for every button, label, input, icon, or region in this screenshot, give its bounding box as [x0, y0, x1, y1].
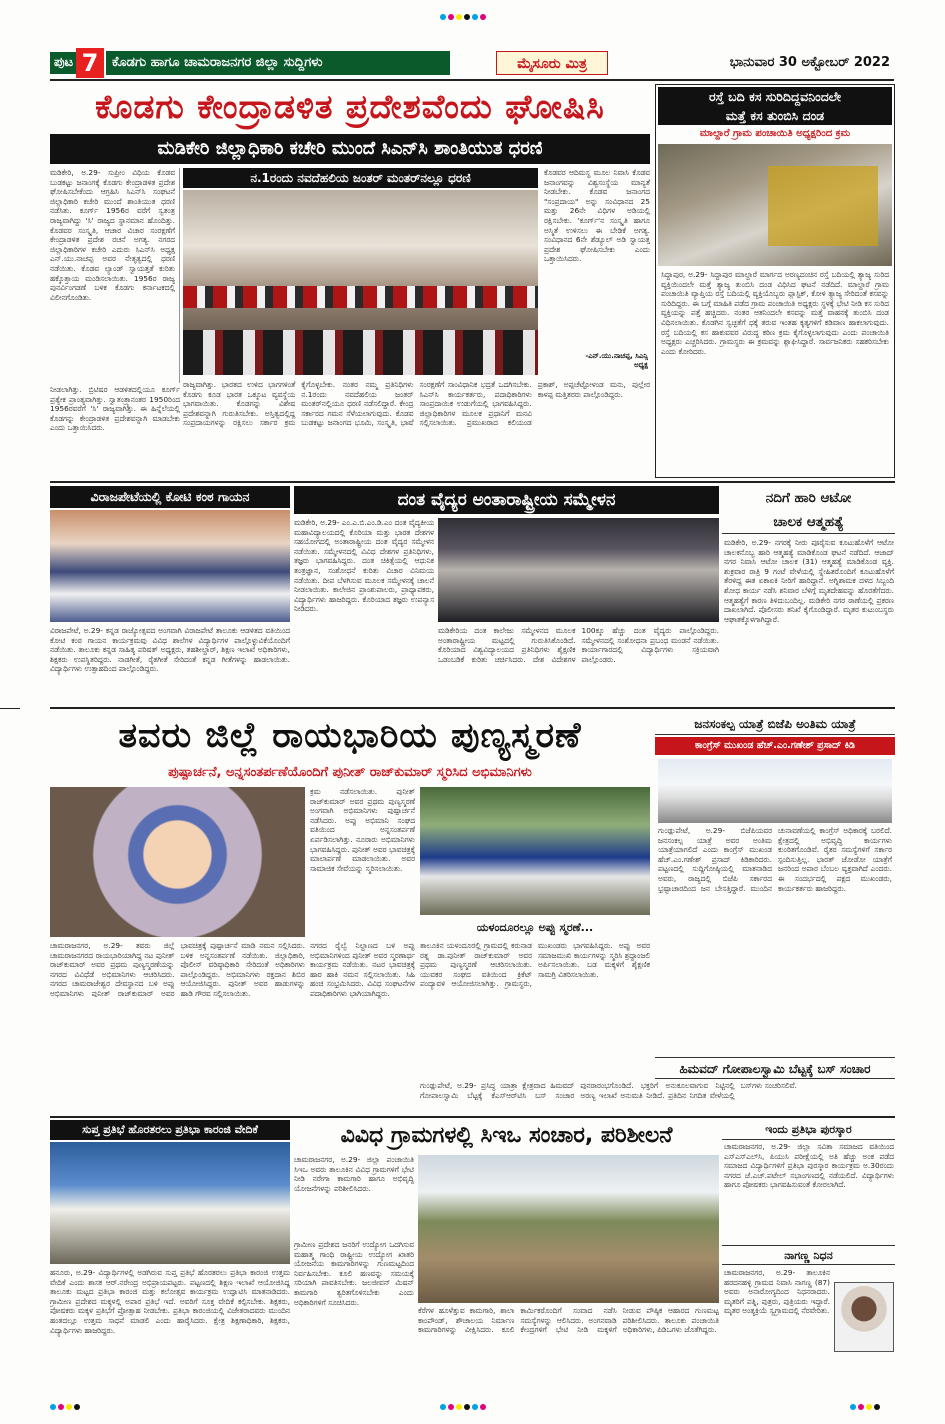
- bjp-body: ಗುಂಡ್ಲುಪೇಟೆ, ಅ.29- ಬಿಜೆಪಿಯವರ ಜನಸಂಕಲ್ಪ ಯಾತ್ರೆ ಅವರ ಅಂತಿಮ ಯಾತ್ರೆಯಾಗಲಿದೆ ಎಂದು ಕಾಂಗ್ರೆಸ್ ಮುಖಂಡ ಹೆಚ್.ಎಂ.ಗಣೇಶ್ ಪ್ರಸಾದ್ ಕಿಡಿಕಾರಿದರು. ಪಟ್ಟಣದಲ್ಲಿ ಸುದ್ದಿಗೋಷ್ಠಿಯಲ್ಲಿ ಮಾತನಾಡಿದ ಅವರು, ರಾಜ್ಯದಲ್ಲಿ ಬಿಜೆಪಿ ಸರ್ಕಾರದ ಭ್ರಷ್ಟಾಚಾರದಿಂದ ಜನ ಬೇಸತ್ತಿದ್ದಾರೆ. ಮುಂದಿನ ಚುನಾವಣೆಯಲ್ಲಿ ಕಾಂಗ್ರೆಸ್ ಅಧಿಕಾರಕ್ಕೆ ಬರಲಿದೆ. ಕ್ಷೇತ್ರದಲ್ಲಿ ಅಭಿವೃದ್ಧಿ ಕಾರ್ಯಗಳು ಕುಂಠಿತಗೊಂಡಿವೆ. ರೈತರ ಸಮಸ್ಯೆಗಳಿಗೆ ಸರ್ಕಾರ ಸ್ಪಂದಿಸುತ್ತಿಲ್ಲ. ಭಾರತ್ ಜೋಡೋ ಯಾತ್ರೆಗೆ ಜನರಿಂದ ಅಪಾರ ಬೆಂಬಲ ವ್ಯಕ್ತವಾಗಿದೆ ಎಂದರು. ಈ ಸಂದರ್ಭದಲ್ಲಿ ಪಕ್ಷದ ಮುಖಂಡರು, ಕಾರ್ಯಕರ್ತರು ಹಾಜರಿದ್ದರು.: [658, 826, 892, 893]
- registration-marks-right: [850, 1404, 920, 1412]
- obituary-portrait: [834, 1282, 894, 1352]
- ceo-body-col-3: ಕೆರೆಗಳ ಹೂಳೆತ್ತುವ ಕಾಮಗಾರಿ, ಶಾಲಾ ಕಾಂಪೌಂಡ್, ಶೌಚಾಲಯ ನಿರ್ಮಾಣ ಕಾಮಗಾರಿಗಳನ್ನು ವೀಕ್ಷಿಸಿದರು. ಕೂಲಿ ಕಾರ್ಮಿಕರೊಂದಿಗೆ ಸಂವಾದ ನಡೆಸಿ ಸಮಸ್ಯೆಗಳನ್ನು ಆಲಿಸಿದರು. ಅಂಗನವಾಡಿ ಕೇಂದ್ರಗಳಿಗೆ ಭೇಟಿ ನೀಡಿ ಮಕ್ಕಳಿಗೆ ನೀಡುವ ಪೌಷ್ಠಿಕ ಆಹಾರದ ಗುಣಮಟ್ಟ ಪರಿಶೀಲಿಸಿದರು. ತಾಲೂಕು ಪಂಚಾಯಿತಿ ಅಧಿಕಾರಿಗಳು, ಪಿಡಿಒಗಳು ಜೊತೆಗಿದ್ದರು.: [418, 1306, 719, 1335]
- lead-subhead: ಮಡಿಕೇರಿ ಜಿಲ್ಲಾಧಿಕಾರಿ ಕಚೇರಿ ಮುಂದೆ ಸಿಎನ್‌ಸಿ ಶಾಂತಿಯುತ ಧರಣಿ: [50, 134, 650, 164]
- talent-headline: ಸುಪ್ತ ಪ್ರತಿಭೆ ಹೊರತರಲು ಪ್ರತಿಭಾ ಕಾರಂಜಿ ವೇದಿಕೆ: [50, 1120, 290, 1140]
- obit-body: ಚಾಮರಾಜನಗರ, ಅ.29- ತಾಲೂಕಿನ ಹರದನಹಳ್ಳಿ ಗ್ರಾಮದ ನಿವಾಸಿ ನಾಗಣ್ಣ (87) ಅವರು ಅನಾರೋಗ್ಯದಿಂದ ನಿಧನರಾದರು. ಮೃತರಿಗೆ ಪತ್ನಿ, ಪುತ್ರರು, ಪುತ್ರಿಯರು ಇದ್ದಾರೆ. ಮೃತರ ಅಂತ್ಯಕ್ರಿಯೆ ಸ್ವಗ್ರಾಮದಲ್ಲಿ ನೆರವೇರಿತು.: [724, 1268, 830, 1316]
- protesters-row: [183, 286, 538, 308]
- lead-body-cols: ರಾಜ್ಯವಾಗಿತ್ತು. ಭಾರತದ ಉಳಿದ ಭಾಗಗಳಿಂತೆ ಕೊಡಗು ಕೂಡ ಭಾರತ ಒಕ್ಕೂಟ ವ್ಯವಸ್ಥೆಯ ಭಾಗವಾಯಿತು. ಕೊಡಗನ್ನು ವಿಶೇಷ ಪ್ರದೇಶವನ್ನಾಗಿ ಗುರುತಿಸಬೇಕು. ಅಸ್ತಿತ್ವದಲ್ಲಿದ್ದ ಸಂಪ್ರದಾಯಗಳನ್ನು ರಕ್ಷಿಸಲು ಸರ್ಕಾರ ಕ್ರಮ ಕೈಗೊಳ್ಳಬೇಕು. ನಂತರ ನಮ್ಮ ಪ್ರತಿನಿಧಿಗಳು ನ.1ರಂದು ನವದೆಹಲಿಯ ಜಂತರ್ ಮಂತರ್‌ನಲ್ಲಿಯೂ ಧರಣಿ ನಡೆಸಲಿದ್ದಾರೆ. ಕೇಂದ್ರ ಸರ್ಕಾರದ ಗಮನ ಸೆಳೆಯಲಾಗುವುದು. ಕೊಡವ ಬುಡಕಟ್ಟು ಜನಾಂಗದ ಭೂಮಿ, ಸಂಸ್ಕೃತಿ, ಭಾಷೆ ಸಂರಕ್ಷಣೆಗೆ ಸಾಂವಿಧಾನಿಕ ಭದ್ರತೆ ಒದಗಿಸಬೇಕು. ಸಿಎನ್‌ಸಿ ಕಾರ್ಯಕರ್ತರು, ಪದಾಧಿಕಾರಿಗಳು ಸಾಂಪ್ರದಾಯಿಕ ಉಡುಗೆಯಲ್ಲಿ ಭಾಗವಹಿಸಿದ್ದರು. ಜಿಲ್ಲಾಧಿಕಾರಿಗಳ ಮೂಲಕ ಪ್ರಧಾನಿಗೆ ಮನವಿ ಸಲ್ಲಿಸಲಾಯಿತು. ಪ್ರಮುಖರಾದ ಕಲಿಯಂಡ ಪ್ರಕಾಶ್, ಅಪ್ಪಚೆಟ್ಟೋಳಂಡ ಮನು, ಪುಲ್ಲೇರ ಕಾಳಪ್ಪ ಮತ್ತಿತರರು ಪಾಲ್ಗೊಂಡಿದ್ದರು.: [183, 380, 650, 428]
- dental-body-col-2: ಮಡಿಕೇರಿಯ ದಂತ ಕಾಲೇಜು ಸಮ್ಮೇಳನದ ಮೂಲಕ ಅಂತಾರಾಷ್ಟ್ರೀಯ ಮಟ್ಟದಲ್ಲಿ ಗುರುತಿಸಿಕೊಂಡಿದೆ. ಕೊರಿಯಾದ ವಿಶ್ವವಿದ್ಯಾಲಯದ ಪ್ರತಿನಿಧಿಗಳು ಶೈಕ್ಷಣಿಕ ಒಡಂಬಡಿಕೆ ಕುರಿತು ಚರ್ಚಿಸಿದರು. ದೇಶ ವಿದೇಶಗಳ 100ಕ್ಕೂ ಹೆಚ್ಚು ದಂತ ವೈದ್ಯರು ಪಾಲ್ಗೊಂಡಿದ್ದರು. ಸಮ್ಮೇಳನದಲ್ಲಿ ಸಂಶೋಧನಾ ಪ್ರಬಂಧ ಮಂಡನೆ ನಡೆಯಿತು. ಕಾರ್ಯಾಗಾರದಲ್ಲಿ ವಿದ್ಯಾರ್ಥಿಗಳು ಸಕ್ರಿಯವಾಗಿ ಪಾಲ್ಗೊಂಡರು.: [438, 626, 719, 664]
- bjp-headline: ಜನಸಂಕಲ್ಪ ಯಾತ್ರೆ ಬಿಜೆಪಿ ಅಂತಿಮ ಯಾತ್ರೆ: [655, 713, 895, 735]
- side-story-body: ಸಿದ್ದಾಪುರ, ಅ.29- ಸಿದ್ದಾಪುರ ಮಾಲ್ದಾರೆ ಮಾರ್ಗದ ಅರಣ್ಯದಂಚಿನ ರಸ್ತೆ ಬದಿಯಲ್ಲಿ ತ್ಯಾಜ್ಯ ಸುರಿದ ವ್ಯಕ್ತಿಯಿಂದಲೇ ಮತ್ತೆ ತ್ಯಾಜ್ಯ ತುಂಬಿಸಿ ದಂಡ ವಿಧಿಸಿದ ಘಟನೆ ನಡೆದಿದೆ. ಮಾಲ್ದಾರೆ ಗ್ರಾಮ ಪಂಚಾಯಿತಿ ವ್ಯಾಪ್ತಿಯ ರಸ್ತೆ ಬದಿಯಲ್ಲಿ ವ್ಯಕ್ತಿಯೊಬ್ಬರು ಪ್ಲಾಸ್ಟಿಕ್, ಕೋಳಿ ತ್ಯಾಜ್ಯ ಸೇರಿದಂತೆ ಕಸವನ್ನು ಸುರಿದಿದ್ದರು. ಈ ಬಗ್ಗೆ ಮಾಹಿತಿ ಪಡೆದ ಗ್ರಾಮ ಪಂಚಾಯಿತಿ ಅಧ್ಯಕ್ಷರು ಸ್ಥಳಕ್ಕೆ ಭೇಟಿ ನೀಡಿ ಕಸ ಸುರಿದ ವ್ಯಕ್ತಿಯನ್ನು ಪತ್ತೆ ಹಚ್ಚಿದರು. ನಂತರ ಆತನಿಂದಲೇ ಕಸವನ್ನು ಮತ್ತೆ ವಾಹನಕ್ಕೆ ತುಂಬಿಸಿ ದಂಡ ವಿಧಿಸಲಾಯಿತು. ಕೊಡಗಿನ ಸ್ವಚ್ಛತೆಗೆ ಧಕ್ಕೆ ತರುವ ಇಂತಹ ಕೃತ್ಯಗಳಿಗೆ ಕಡಿವಾಣ ಹಾಕಲಾಗುವುದು. ರಸ್ತೆ ಬದಿಯಲ್ಲಿ ಕಸ ಹಾಕುವವರ ವಿರುದ್ಧ ಕಠಿಣ ಕ್ರಮ ಕೈಗೊಳ್ಳಲಾಗುವುದು ಎಂದು ಪಂಚಾಯಿತಿ ಅಧ್ಯಕ್ಷರು ಎಚ್ಚರಿಸಿದರು. ಗ್ರಾಮಸ್ಥರು ಈ ಕ್ರಮವನ್ನು ಶ್ಲಾಘಿಸಿದ್ದಾರೆ. ಸಾರ್ವಜನಿಕರು ಸಹಕರಿಸಬೇಕು ಎಂದು ಕೋರಿದರು.: [661, 270, 889, 356]
- dental-conference-photo: [438, 518, 719, 622]
- yelandur-caption: ಯಳಂದೂರಲ್ಲೂ ಅಪ್ಪು ಸ್ಮರಣೆ...: [476, 921, 594, 934]
- singing-event-photo: [50, 510, 290, 622]
- talent-body: ಹನೂರು, ಅ.29- ವಿದ್ಯಾರ್ಥಿಗಳಲ್ಲಿ ಅಡಗಿರುವ ಸುಪ್ತ ಪ್ರತಿಭೆ ಹೊರತರಲು ಪ್ರತಿಭಾ ಕಾರಂಜಿ ಉತ್ತಮ ವೇದಿಕೆ ಎಂದು ಶಾಸಕ ಆರ್.ನರೇಂದ್ರ ಅಭಿಪ್ರಾಯಪಟ್ಟರು. ಪಟ್ಟಣದಲ್ಲಿ ಶಿಕ್ಷಣ ಇಲಾಖೆ ಆಯೋಜಿಸಿದ್ದ ತಾಲೂಕು ಮಟ್ಟದ ಪ್ರತಿಭಾ ಕಾರಂಜಿ ಮತ್ತು ಕಲೋತ್ಸವ ಕಾರ್ಯಕ್ರಮ ಉದ್ಘಾಟಿಸಿ ಮಾತನಾಡಿದರು. ಗ್ರಾಮೀಣ ಪ್ರದೇಶದ ಮಕ್ಕಳಲ್ಲಿ ಅಪಾರ ಪ್ರತಿಭೆ ಇದೆ. ಅವರಿಗೆ ಸೂಕ್ತ ವೇದಿಕೆ ಕಲ್ಪಿಸಬೇಕು. ಶಿಕ್ಷಕರು, ಪೋಷಕರು ಮಕ್ಕಳ ಪ್ರತಿಭೆಗೆ ಪ್ರೋತ್ಸಾಹ ನೀಡಬೇಕು. ಪ್ರತಿಭಾ ಕಾರಂಜಿಯಲ್ಲಿ ವಿಜೇತರಾದವರು ಮುಂದಿನ ಹಂತದಲ್ಲೂ ಉತ್ತಮ ಸಾಧನೆ ಮಾಡಲಿ ಎಂದು ಹಾರೈಸಿದರು. ಕ್ಷೇತ್ರ ಶಿಕ್ಷಣಾಧಿಕಾರಿ, ಶಿಕ್ಷಕರು, ವಿದ್ಯಾರ್ಥಿಗಳು ಹಾಜರಿದ್ದರು.: [50, 1268, 290, 1335]
- registration-marks-bottom: [440, 1404, 510, 1412]
- brand-logo: ಮೈಸೂರು ಮಿತ್ರ: [496, 51, 608, 75]
- lead-body-col-1: ಮಡಿಕೇರಿ, ಅ.29- ಸುಪ್ರೀಂ ವಿಧಿಯ ಕೊಡವ ಬುಡಕಟ್ಟು ಜನಾಂಗಕ್ಕೆ ಕೊಡಗು ಕೇಂದ್ರಾಡಳಿತ ಪ್ರದೇಶ ಘೋಷಿಸಬೇಕೆಂದು ಆಗ್ರಹಿಸಿ ಸಿಎನ್‌ಸಿ ಸಂಘಟನೆ ಜಿಲ್ಲಾಧಿಕಾರಿ ಕಚೇರಿ ಮುಂದೆ ಶಾಂತಿಯುತ ಧರಣಿ ನಡೆಸಿತು. ಕೂರ್ಗ್ 1956ರ ವರೆಗೆ ಸ್ವತಂತ್ರ ರಾಜ್ಯವಾಗಿದ್ದು 'ಸಿ' ರಾಜ್ಯದ ಸ್ಥಾನಮಾನ ಹೊಂದಿತ್ತು. ಕೊಡವರ ಸಂಸ್ಕೃತಿ, ಆಚಾರ ವಿಚಾರ ಸಂರಕ್ಷಣೆಗೆ ಕೇಂದ್ರಾಡಳಿತ ಪ್ರದೇಶ ರಚನೆ ಅಗತ್ಯ. ನಗರದ ಜಿಲ್ಲಾಧಿಕಾರಿಗಳ ಕಚೇರಿ ಎದುರು ಸಿಎನ್‌ಸಿ ಅಧ್ಯಕ್ಷ ಎನ್.ಯು.ನಾಚಪ್ಪ ಅವರ ನೇತೃತ್ವದಲ್ಲಿ ಧರಣಿ ನಡೆಯಿತು. ಕೊಡವ ಲ್ಯಾಂಡ್ ಸ್ವಾಯತ್ತತೆ ಕುರಿತು ಹಕ್ಕೊತ್ತಾಯ ಮಂಡಿಸಲಾಯಿತು. 1956ರ ರಾಜ್ಯ ಪುನರ್ವಿಂಗಡಣೆ ಬಳಿಕ ಕೊಡಗು ಕರ್ನಾಟಕದಲ್ಲಿ ವಿಲೀನಗೊಂಡಿತು.: [50, 168, 180, 383]
- protest-photo: [183, 190, 538, 375]
- lead-body-col-1b: ನೀಡಲಾಗಿತ್ತು. ಬ್ರಿಟಿಷರ ಆಡಳಿತದಲ್ಲಿಯೂ ಕೂರ್ಗ್ ಪ್ರತ್ಯೇಕ ಪ್ರಾಂತ್ಯವಾಗಿತ್ತು. ಸ್ವಾತಂತ್ರ್ಯಾನಂತರ 1950ರಿಂದ 1956ರವರೆಗೆ 'ಸಿ' ರಾಜ್ಯವಾಗಿತ್ತು. ಈ ಹಿನ್ನೆಲೆಯಲ್ಲಿ ಕೊಡಗನ್ನು ಕೇಂದ್ರಾಡಳಿತ ಪ್ರದೇಶವನ್ನಾಗಿ ಮಾಡಬೇಕು ಎಂದು ಒತ್ತಾಯಿಸಿದರು.: [50, 385, 180, 433]
- section-rule-1: [50, 481, 895, 483]
- ceo-headline: ವಿವಿಧ ಗ್ರಾಮಗಳಲ್ಲಿ ಸಿಇಒ ಸಂಚಾರ, ಪರಿಶೀಲನೆ: [340, 1123, 673, 1148]
- masthead-rule: [50, 79, 894, 81]
- talent-event-photo: [50, 1142, 290, 1264]
- obit-headline: ನಾಗಣ್ಣ ನಿಧನ: [722, 1245, 895, 1265]
- bjp-press-photo: [658, 759, 892, 823]
- auto-headline: [722, 486, 895, 534]
- lead-kicker: ನ.1ರಂದು ನವದೆಹಲಿಯ ಜಂತರ್ ಮಂತರ್‌ನಲ್ಲೂ ಧರಣಿ: [183, 168, 538, 188]
- ceo-inspection-photo: [418, 1155, 719, 1303]
- ceo-body-col-2: ಗ್ರಾಮೀಣ ಪ್ರದೇಶದ ಜನರಿಗೆ ಉದ್ಯೋಗ ಒದಗಿಸುವ ಮಹಾತ್ಮ ಗಾಂಧಿ ರಾಷ್ಟ್ರೀಯ ಉದ್ಯೋಗ ಖಾತರಿ ಯೋಜನೆಯ ಕಾಮಗಾರಿಗಳನ್ನು ಗುಣಮಟ್ಟದಿಂದ ನಿರ್ವಹಿಸಬೇಕು. ಕೂಲಿ ಹಣವನ್ನು ಸಮಯಕ್ಕೆ ಸರಿಯಾಗಿ ಪಾವತಿಸಬೇಕು. ಜಲಜೀವನ್ ಮಿಷನ್ ಕಾಮಗಾರಿ ತ್ವರಿತಗೊಳಿಸಬೇಕು ಎಂದು ಅಧಿಕಾರಿಗಳಿಗೆ ಸೂಚಿಸಿದರು.: [294, 1240, 414, 1307]
- tractor-trailer: [768, 166, 878, 246]
- issue-date: ಭಾನುವಾರ 30 ಅಕ್ಟೋಬರ್ 2022: [729, 55, 890, 70]
- auto-headline-line-1: ನದಿಗೆ ಹಾರಿ ಆಟೋ: [765, 490, 852, 506]
- puneeth-body-col-3: ನಗರದ ರೈಲ್ವೆ ನಿಲ್ದಾಣದ ಬಳಿ ಅಪ್ಪು ಅಭಿಮಾನಿಗಳಿಂದ ಪುನೀತ್ ಅವರ ಸ್ಮರಣಾರ್ಥ ಕಾರ್ಯಕ್ರಮ ನಡೆಯಿತು. ನಟರ ಭಾವಚಿತ್ರಕ್ಕೆ ಹಾರ ಹಾಕಿ ನಮನ ಸಲ್ಲಿಸಲಾಯಿತು. ಸಿಹಿ ಹಂಚಿ ಸಂಭ್ರಮಿಸಿದರು. ವಿವಿಧ ಸಂಘಟನೆಗಳ ಪದಾಧಿಕಾರಿಗಳು ಭಾಗಿಯಾಗಿದ್ದರು.: [310, 941, 415, 998]
- registration-marks-left: [50, 1404, 120, 1412]
- side-story-headline: [658, 87, 892, 125]
- puneeth-tribute-photo: [50, 787, 305, 937]
- page-label-text: ಪುಟ: [54, 55, 74, 70]
- lead-body-col-2: ಕೊಡವರ ಆದಿಮಸ್ಥ ಮೂಲ ನಿವಾಸಿ ಕೊಡವ ಜನಾಂಗವನ್ನು ವಿಶ್ವಸಂಸ್ಥೆಯ ಮಾನ್ಯತೆ ನೀಡಬೇಕು. ಕೊಡವ ಜನಾಂಗದ "ಸಂಪ್ರದಾಯ" ಅನ್ನು ಸಂವಿಧಾನದ 25 ಮತ್ತು 26ನೇ ವಿಧಿಗಳ ಅಡಿಯಲ್ಲಿ ರಕ್ಷಿಸಬೇಕು. 'ಕೂರ್ಗ್'ನ ಸಂಸ್ಕೃತಿ ಹಾಗೂ ಅಸ್ಮಿತೆ ಉಳಿಸಲು ಈ ಬೇಡಿಕೆ ಅಗತ್ಯ. ಸಂವಿಧಾನದ 6ನೇ ಶೆಡ್ಯೂಲ್ ಅಡಿ ಸ್ವಾಯತ್ತ ಪ್ರದೇಶ ಘೋಷಿಸಬೇಕು ಎಂದು ಒತ್ತಾಯಿಸಿದರು.: [544, 168, 650, 264]
- section-rule-3: [50, 1116, 895, 1118]
- ceo-body-col-1: ಚಾಮರಾಜನಗರ, ಅ.29- ಜಿಲ್ಲಾ ಪಂಚಾಯಿತಿ ಸಿಇಒ ಅವರು ತಾಲೂಕಿನ ವಿವಿಧ ಗ್ರಾಮಗಳಿಗೆ ಭೇಟಿ ನೀಡಿ ನರೇಗಾ ಕಾಮಗಾರಿ ಹಾಗೂ ಅಭಿವೃದ್ಧಿ ಯೋಜನೆಗಳನ್ನು ಪರಿಶೀಲಿಸಿದರು.: [294, 1155, 414, 1193]
- virajpet-body: ವಿರಾಜಪೇಟೆ, ಅ.29- ಕನ್ನಡ ರಾಜ್ಯೋತ್ಸವದ ಅಂಗವಾಗಿ ವಿರಾಜಪೇಟೆ ತಾಲೂಕು ಆಡಳಿತದ ವತಿಯಿಂದ ಕೋಟಿ ಕಂಠ ಗಾಯನ ಕಾರ್ಯಕ್ರಮವು ವಿವಿಧ ಶಾಲೆಗಳ ವಿದ್ಯಾರ್ಥಿಗಳ ಪಾಲ್ಗೊಳ್ಳುವಿಕೆಯೊಂದಿಗೆ ನಡೆಯಿತು. ತಾಲೂಕು ಕನ್ನಡ ಸಾಹಿತ್ಯ ಪರಿಷತ್ ಅಧ್ಯಕ್ಷರು, ತಹಶೀಲ್ದಾರ್, ಶಿಕ್ಷಣ ಇಲಾಖೆ ಅಧಿಕಾರಿಗಳು, ಶಿಕ್ಷಕರು ಉಪಸ್ಥಿತರಿದ್ದರು. ನಾಡಗೀತೆ, ರೈತಗೀತೆ ಸೇರಿದಂತೆ ಕನ್ನಡ ಗೀತೆಗಳನ್ನು ಹಾಡಲಾಯಿತು. ವಿದ್ಯಾರ್ಥಿಗಳು ಉತ್ಸಾಹದಿಂದ ಪಾಲ್ಗೊಂಡಿದ್ದರು.: [50, 626, 290, 674]
- bus-headline: ಹಿಮವದ್ ಗೋಪಾಲಸ್ವಾಮಿ ಬೆಟ್ಟಕ್ಕೆ ಬಸ್ ಸಂಚಾರ: [655, 1057, 895, 1079]
- section-rule-2: [50, 707, 895, 709]
- virajpet-headline: ವಿರಾಜಪೇಟೆಯಲ್ಲಿ ಕೋಟಿ ಕಂಠ ಗಾಯನ: [50, 486, 290, 508]
- puneeth-headline: ತವರು ಜಿಲ್ಲೆ ರಾಯಭಾರಿಯ ಪುಣ್ಯಸ್ಮರಣೆ: [118, 716, 582, 756]
- puneeth-body-col-2: ಚಾಮರಾಜನಗರ, ಅ.29- ತವರು ಜಿಲ್ಲೆ ಚಾಮರಾಜನಗರದ ರಾಯಭಾರಿಯಾಗಿದ್ದ ನಟ ಪುನೀತ್ ರಾಜ್‌ಕುಮಾರ್ ಅವರ ಪ್ರಥಮ ಪುಣ್ಯಸ್ಮರಣೆಯನ್ನು ನಗರದ ವಿವಿಧೆಡೆ ಅಭಿಮಾನಿಗಳು ಆಚರಿಸಿದರು. ನಗರದ ಚಾಮರಾಜೇಶ್ವರ ದೇವಸ್ಥಾನದ ಬಳಿ ಅಪ್ಪು ಅಭಿಮಾನಿಗಳು ಪುನೀತ್ ರಾಜ್‌ಕುಮಾರ್ ಅವರ ಭಾವಚಿತ್ರಕ್ಕೆ ಪುಷ್ಪಾರ್ಚನೆ ಮಾಡಿ ನಮನ ಸಲ್ಲಿಸಿದರು. ಬಳಿಕ ಅನ್ನಸಂತರ್ಪಣೆ ನಡೆಯಿತು. ಜಿಲ್ಲಾಧಿಕಾರಿ, ಪೊಲೀಸ್ ವರಿಷ್ಠಾಧಿಕಾರಿ ಸೇರಿದಂತೆ ಅಧಿಕಾರಿಗಳು ಪಾಲ್ಗೊಂಡಿದ್ದರು. ಅಭಿಮಾನಿಗಳು ರಕ್ತದಾನ ಶಿಬಿರ ಆಯೋಜಿಸಿದ್ದರು. ಪುನೀತ್ ಅವರ ಹಾಡುಗಳನ್ನು ಹಾಡಿ ಗೌರವ ಸಲ್ಲಿಸಲಾಯಿತು.: [50, 941, 305, 998]
- bjp-subhead: ಕಾಂಗ್ರೆಸ್ ಮುಖಂಡ ಹೆಚ್.ಎಂ.ಗಣೇಶ್ ಪ್ರಸಾದ್ ಕಿಡಿ: [655, 737, 895, 755]
- bus-body: ಗುಂಡ್ಲುಪೇಟೆ, ಅ.29- ಪ್ರಸಿದ್ಧ ಯಾತ್ರಾ ಕ್ಷೇತ್ರವಾದ ಹಿಮವದ್ ಗೋಪಾಲಸ್ವಾಮಿ ಬೆಟ್ಟಕ್ಕೆ ಕೆಎಸ್ಆರ್‌ಟಿಸಿ ಬಸ್ ಸಂಚಾರ ಪುನರಾರಂಭಗೊಂಡಿದೆ. ಭಕ್ತರಿಗೆ ಅನುಕೂಲವಾಗುವ ನಿಟ್ಟಿನಲ್ಲಿ ಅರಣ್ಯ ಇಲಾಖೆ ಅನುಮತಿ ನೀಡಿದೆ. ಪ್ರತಿದಿನ ನಿಗದಿತ ವೇಳೆಯಲ್ಲಿ ಬಸ್‌ಗಳು ಸಂಚರಿಸಲಿವೆ.: [420, 1081, 797, 1100]
- auto-headline-line-2: ಚಾಲಕ ಆತ್ಮಹತ್ಯೆ: [773, 514, 844, 530]
- page-number: 7: [76, 48, 104, 78]
- lead-headline: ಕೊಡಗು ಕೇಂದ್ರಾಡಳಿತ ಪ್ರದೇಶವೆಂದು ಘೋಷಿಸಿ: [95, 87, 605, 126]
- section-title: ಕೊಡಗು ಹಾಗೂ ಚಾಮರಾಜನಗರ ಜಿಲ್ಲಾ ಸುದ್ದಿಗಳು: [106, 51, 450, 75]
- puneeth-body-col-1: ಕ್ರಮ ನಡೆಸಲಾಯಿತು. ಪುನೀತ್ ರಾಜ್‌ಕುಮಾರ್ ಅವರ ಪ್ರಥಮ ಪುಣ್ಯಸ್ಮರಣೆ ಅಂಗವಾಗಿ ಅಭಿಮಾನಿಗಳು ಪುಷ್ಪಾರ್ಚನೆ ನಡೆಸಿದರು. ಅಪ್ಪು ಅಭಿಮಾನಿ ಸಂಘದ ವತಿಯಿಂದ ಅನ್ನಸಂತರ್ಪಣೆ ಏರ್ಪಡಿಸಲಾಗಿತ್ತು. ನೂರಾರು ಅಭಿಮಾನಿಗಳು ಭಾಗವಹಿಸಿದ್ದರು. ಪುನೀತ್ ಅವರ ಭಾವಚಿತ್ರಕ್ಕೆ ಮಾಲಾರ್ಪಣೆ ಮಾಡಲಾಯಿತು. ಅವರ ಸಾಮಾಜಿಕ ಸೇವೆಯನ್ನು ಸ್ಮರಿಸಲಾಯಿತು.: [310, 787, 415, 873]
- puneeth-body-col-4: ತಾಲೂಕಿನ ಯಳಂದೂರಲ್ಲಿ ಗ್ರಾಮದಲ್ಲಿ ಕರುನಾಡ ರತ್ನ ಡಾ.ಪುನೀತ್ ರಾಜ್‌ಕುಮಾರ್ ಅವರ ಪ್ರಥಮ ಪುಣ್ಯಸ್ಮರಣೆ ಆಚರಿಸಲಾಯಿತು. ಯುವಕರ ಸಂಘದ ವತಿಯಿಂದ ಕ್ರಿಕೆಟ್ ಪಂದ್ಯಾವಳಿ ಆಯೋಜಿಸಲಾಗಿತ್ತು. ಗ್ರಾಮಸ್ಥರು, ಮುಖಂಡರು ಭಾಗವಹಿಸಿದ್ದರು. ಅಪ್ಪು ಅವರ ಸಮಾಜಮುಖಿ ಕಾರ್ಯಗಳನ್ನು ಸ್ಮರಿಸಿ ಶ್ರದ್ಧಾಂಜಲಿ ಅರ್ಪಿಸಲಾಯಿತು. ಬಡ ಮಕ್ಕಳಿಗೆ ಶೈಕ್ಷಣಿಕ ಸಾಮಗ್ರಿ ವಿತರಿಸಲಾಯಿತು.: [420, 941, 650, 989]
- side-story-subhead: ಮಾಲ್ದಾರೆ ಗ್ರಾಮ ಪಂಚಾಯಿತಿ ಅಧ್ಯಕ್ಷರಿಂದ ಕ್ರಮ: [699, 128, 851, 139]
- pratibha-body: ಚಾಮರಾಜನಗರ, ಅ.29- ಜಿಲ್ಲಾ ಸವಿತಾ ಸಮಾಜದ ವತಿಯಿಂದ ಎಸ್‌ಎಸ್‌ಎಲ್‌ಸಿ, ಪಿಯುಸಿ ಪರೀಕ್ಷೆಯಲ್ಲಿ ಅತಿ ಹೆಚ್ಚು ಅಂಕ ಪಡೆದ ಸಮಾಜದ ವಿದ್ಯಾರ್ಥಿಗಳಿಗೆ ಪ್ರತಿಭಾ ಪುರಸ್ಕಾರ ಕಾರ್ಯಕ್ರಮ ಅ.30ರಂದು ನಗರದ ಜೆ.ಎಚ್.ಪಟೇಲ್ ಸಭಾಂಗಣದಲ್ಲಿ ನಡೆಯಲಿದೆ. ವಿದ್ಯಾರ್ಥಿಗಳು ಹಾಗೂ ಪೋಷಕರು ಭಾಗವಹಿಸುವಂತೆ ಕೋರಲಾಗಿದೆ.: [724, 1142, 894, 1190]
- puneeth-subhead: ಪುಷ್ಪಾರ್ಚನೆ, ಅನ್ನಸಂತರ್ಪಣೆಯೊಂದಿಗೆ ಪುನೀತ್ ರಾಜ್‌ಕುಮಾರ್ ಸ್ಮರಿಸಿದ ಅಭಿಮಾನಿಗಳು: [168, 765, 532, 780]
- dental-body-col-1: ಮಡಿಕೇರಿ, ಅ.29- ಎಂ.ಎ.ಬಿ.ಎಂ.ಡಿ.ಎಂ ದಂತ ವೈದ್ಯಕೀಯ ಮಹಾವಿದ್ಯಾಲಯದಲ್ಲಿ ಕೊರಿಯಾ ಮತ್ತು ಭಾರತ ದೇಶಗಳ ಸಹಯೋಗದಲ್ಲಿ ಅಂತಾರಾಷ್ಟ್ರೀಯ ದಂತ ವೈದ್ಯರ ಸಮ್ಮೇಳನ ನಡೆಯಿತು. ಸಮ್ಮೇಳನದಲ್ಲಿ ವಿವಿಧ ದೇಶಗಳ ಪ್ರತಿನಿಧಿಗಳು, ತಜ್ಞರು ಭಾಗವಹಿಸಿದ್ದರು. ದಂತ ಚಿಕಿತ್ಸೆಯಲ್ಲಿ ಆಧುನಿಕ ತಂತ್ರಜ್ಞಾನ, ಸಂಶೋಧನೆ ಕುರಿತು ವಿಚಾರ ವಿನಿಮಯ ನಡೆಯಿತು. ದೀಪ ಬೆಳಗಿಸುವ ಮೂಲಕ ಸಮ್ಮೇಳನಕ್ಕೆ ಚಾಲನೆ ನೀಡಲಾಯಿತು. ಕಾಲೇಜಿನ ಪ್ರಾಂಶುಪಾಲರು, ಪ್ರಾಧ್ಯಾಪಕರು, ವಿದ್ಯಾರ್ಥಿಗಳು ಹಾಜರಿದ್ದರು. ಕೊರಿಯಾದ ತಜ್ಞರು ಉಪನ್ಯಾಸ ನೀಡಿದರು.: [294, 518, 434, 614]
- pratibha-headline: ಇಂದು ಪ್ರತಿಭಾ ಪುರಸ್ಕಾರ: [722, 1120, 895, 1140]
- lead-sign-off: -ಎನ್.ಯು.ನಾಚಪ್ಪ, ಸಿಎನ್ಸಿ ಅಧ್ಯಕ್ಷ: [585, 352, 648, 369]
- side-headline-line-1: ರಸ್ತೆ ಬದಿ ಕಸ ಸುರಿದಿದ್ದವನಿಂದಲೇ: [709, 89, 841, 104]
- garbage-photo: [658, 144, 892, 266]
- dental-headline: ದಂತ ವೈದ್ಯರ ಅಂತಾರಾಷ್ಟ್ರೀಯ ಸಮ್ಮೇಳನ: [294, 486, 719, 514]
- yelandur-photo: [420, 787, 650, 915]
- side-headline-line-2: ಮತ್ತೆ ಕಸ ತುಂಬಿಸಿ ದಂಡ: [725, 108, 825, 123]
- trim-mark: [0, 708, 20, 709]
- registration-marks-top: [440, 14, 510, 22]
- auto-body: ಮಡಿಕೇರಿ, ಅ.29- ನಗರಕ್ಕೆ ನೀರು ಪೂರೈಸುವ ಕೂಟುಹೊಳೆಗೆ ಆಟೋ ಚಾಲಕನೊಬ್ಬ ಹಾರಿ ಆತ್ಮಹತ್ಯೆ ಮಾಡಿಕೊಂಡ ಘಟನೆ ನಡೆದಿದೆ. ಆಜಾದ್ ನಗರ ನಿವಾಸಿ ಆಟೋ ಚಾಲಕ (31) ಆತ್ಮಹತ್ಯೆ ಮಾಡಿಕೊಂಡ ವ್ಯಕ್ತಿ. ಶುಕ್ರವಾರ ರಾತ್ರಿ 9 ಗಂಟೆ ವೇಳೆಯಲ್ಲಿ ಸ್ನೇಹಿತರೊಂದಿಗೆ ಕೂಟುಹೊಳೆಗೆ ತೆರಳಿದ್ದ ಈತ ಏಕಾಏಕಿ ನೀರಿಗೆ ಹಾರಿದ್ದಾನೆ. ಅಗ್ನಿಶಾಮಕ ದಳದ ಸಿಬ್ಬಂದಿ ಶೋಧ ಕಾರ್ಯ ನಡೆಸಿ ಶನಿವಾರ ಬೆಳಿಗ್ಗೆ ಮೃತದೇಹವನ್ನು ಹೊರತೆಗೆದರು. ಆತ್ಮಹತ್ಯೆಗೆ ಕಾರಣ ತಿಳಿದುಬಂದಿಲ್ಲ. ಮಡಿಕೇರಿ ನಗರ ಠಾಣೆಯಲ್ಲಿ ಪ್ರಕರಣ ದಾಖಲಾಗಿದೆ. ಪೊಲೀಸರು ತನಿಖೆ ಕೈಗೊಂಡಿದ್ದಾರೆ. ಮೃತರ ಕುಟುಂಬಸ್ಥರು ಆಘಾತಕ್ಕೊಳಗಾಗಿದ್ದಾರೆ.: [724, 538, 894, 624]
- protesters-front: [183, 330, 538, 375]
